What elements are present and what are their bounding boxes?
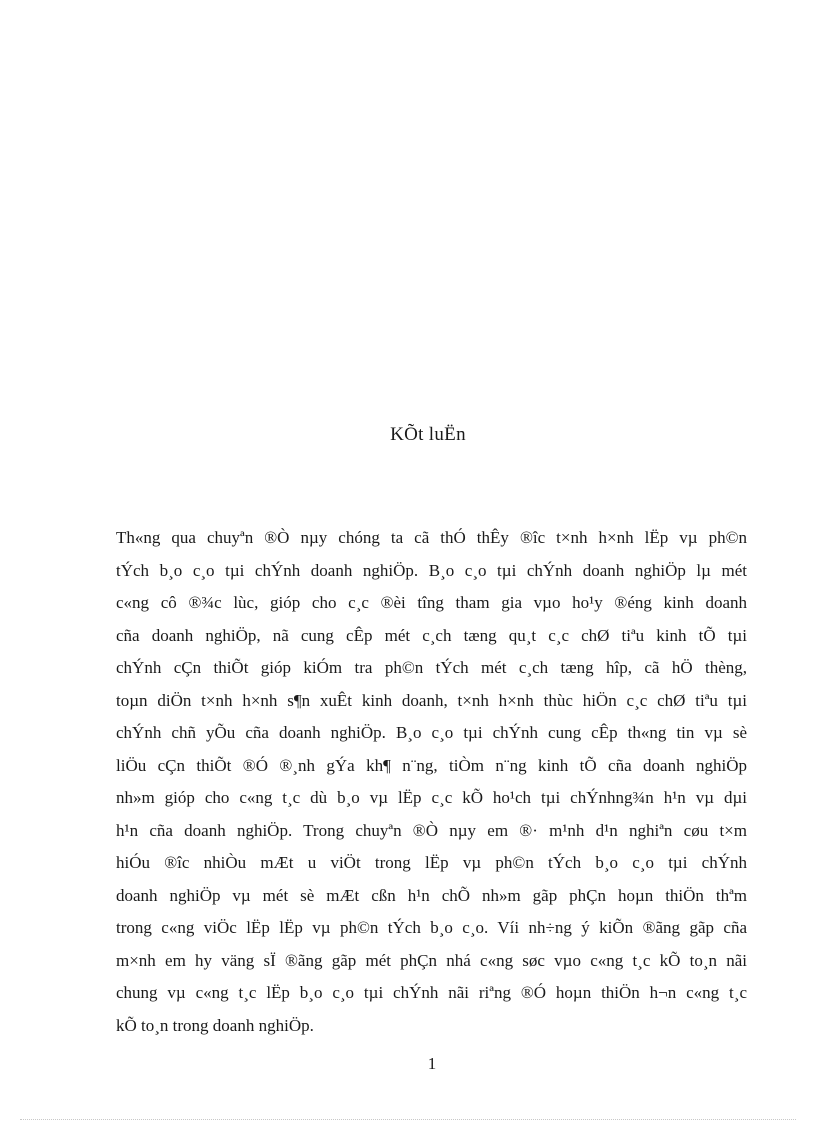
paragraph-line: trong c«ng viÖc lËp lËp vµ ph©n tÝch b¸o c¸o. Víi nh÷ng ý kiÕn ®ãng gãp cña	[116, 918, 747, 937]
paragraph-line: kÕ to¸n trong doanh nghiÖp.	[116, 1015, 314, 1035]
paragraph-line: m×nh em hy väng sÏ ®ãng gãp mét phÇn nhá c«ng søc vµo c«ng t¸c kÕ to¸n nãi	[116, 950, 747, 970]
paragraph-line: chÝnh chñ yÕu cña doanh nghiÖp. B¸o c¸o tµi chÝnh cung cÊp th«ng tin vµ sè	[116, 723, 747, 742]
paragraph-line: chÝnh cÇn thiÕt gióp kiÓm tra ph©n tÝch mét c¸ch tæng hîp, cã hÖ thèng,	[116, 658, 747, 677]
paragraph-line: toµn diÖn t×nh h×nh s¶n xuÊt kinh doanh, t×nh h×nh thùc hiÖn c¸c chØ tiªu tµi	[116, 690, 747, 710]
page-number: 1	[427, 1054, 437, 1073]
paragraph-line: h¹n cña doanh nghiÖp. Trong chuyªn ®Ò nµy em ®· m¹nh d¹n nghiªn cøu t×m	[116, 820, 747, 840]
paragraph-line: tÝch b¸o c¸o tµi chÝnh doanh nghiÖp. B¸o c¸o tµi chÝnh doanh nghiÖp lµ mét	[116, 560, 747, 580]
paragraph-line: liÖu cÇn thiÕt ®Ó ®¸nh gÝa kh¶ n¨ng, tiÒm n¨ng kinh tÕ cña doanh nghiÖp	[116, 755, 747, 775]
paragraph-line: chung vµ c«ng t¸c lËp b¸o c¸o tµi chÝnh nãi riªng ®Ó hoµn thiÖn h¬n c«ng t¸c	[116, 983, 747, 1002]
page-bottom-divider	[20, 1119, 796, 1120]
conclusion-paragraph	[116, 522, 747, 1042]
paragraph-line: hiÓu ®îc nhiÒu mÆt u viÖt trong lËp vµ ph©n tÝch b¸o c¸o tµi chÝnh	[116, 853, 747, 872]
paragraph-line: Th«ng qua chuyªn ®Ò nµy chóng ta cã thÓ thÊy ®îc t×nh h×nh lËp vµ ph©n	[116, 528, 747, 547]
paragraph-line: doanh nghiÖp vµ mét sè mÆt cßn h¹n chÕ nh»m gãp phÇn hoµn thiÖn thªm	[116, 885, 747, 905]
paragraph-line: cña doanh nghiÖp, nã cung cÊp mét c¸ch tæng qu¸t c¸c chØ tiªu kinh tÕ tµi	[116, 625, 747, 645]
paragraph-line: nh»m gióp cho c«ng t¸c dù b¸o vµ lËp c¸c kÕ ho¹ch tµi chÝnhng¾n h¹n vµ dµi	[116, 788, 747, 807]
section-title: KÕt luËn	[390, 424, 466, 445]
paragraph-line: c«ng cô ®¾c lùc, gióp cho c¸c ®èi tîng tham gia vµo ho¹y ®éng kinh doanh	[116, 593, 747, 612]
